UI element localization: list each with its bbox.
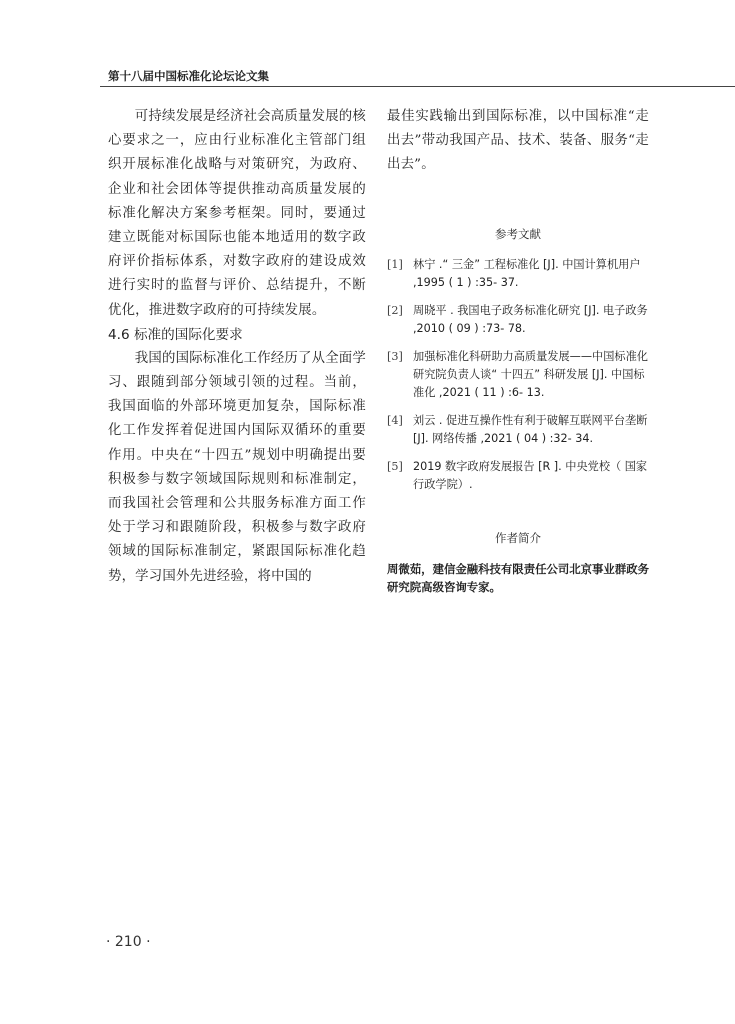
reference-item [387,458,649,494]
reference-text: 林宁 .“ 三金” 工程标准化 [J]. 中国计算机用户 ,1995 ( 1 ) :35- 37. [413,257,641,289]
page-number: · 210 · [106,934,151,950]
reference-number: [3] [387,349,403,363]
references-heading: 参考文献 [495,226,541,241]
reference-number: [4] [387,413,403,427]
reference-item [387,412,649,448]
reference-text: 加强标准化科研助力高质量发展——中国标准化研究院负责人谈“ 十四五” 科研发展 [J]. 中国标准化 ,2021 ( 11 ) :6- 13. [413,349,648,399]
reference-number: [5] [387,459,403,473]
author-heading: 作者简介 [495,530,541,545]
section-heading: 4.6 标准的国际化要求 [108,326,243,343]
right-column [387,105,649,597]
body-paragraph: 可持续发展是经济社会高质量发展的核心要求之一，应由行业标准化主管部门组织开展标准化战略与对策研究，为政府、企业和社会团体等提供推动高质量发展的标准化解决方案参考框架。同时，要通过建立既能对标国际也能本地适用的数字政府评价指标体系，对数字政府的建设成效进行实时的监督与评价、总结提升，不断优化，推进数字政府的可持续发展。 [108,109,366,318]
body-paragraph: 我国的国际标准化工作经历了从全面学习、跟随到部分领域引领的过程。当前，我国面临的外部环境更加复杂，国际标准化工作发挥着促进国内国际双循环的重要作用。中央在“十四五”规划中明确提出要积极参与数字领域国际规则和标准制定，而我国社会管理和公共服务标准方面工作处于学习和跟随阶段，积极参与数字政府领域的国际标准制定，紧跟国际标准化趋势，学习国外先进经验，将中国的 [108,350,366,584]
running-header: 第十八届中国标准化论坛论文集 [108,69,269,83]
reference-text: 2019 数字政府发展报告 [R ]. 中央党校（ 国家行政学院）. [413,459,648,491]
header-rule [100,86,735,87]
body-paragraph-continued: 最佳实践输出到国际标准，以中国标准“走出去”带动我国产品、技术、装备、服务“走出去”。 [387,109,649,173]
author-bio: 周微茹，建信金融科技有限责任公司北京事业群政务研究院高级咨询专家。 [387,561,649,595]
reference-item [387,256,649,292]
left-column [108,105,366,589]
reference-text: 周晓平 . 我国电子政务标准化研究 [J]. 电子政务 ,2010 ( 09 ) :73- 78. [413,303,648,335]
reference-item [387,302,649,338]
reference-number: [1] [387,257,403,271]
reference-text: 刘云 . 促进互操作性有利于破解互联网平台垄断 [J]. 网络传播 ,2021 ( 04 ) :32- 34. [413,413,648,445]
reference-list [387,256,649,494]
reference-item [387,348,649,402]
reference-number: [2] [387,303,403,317]
